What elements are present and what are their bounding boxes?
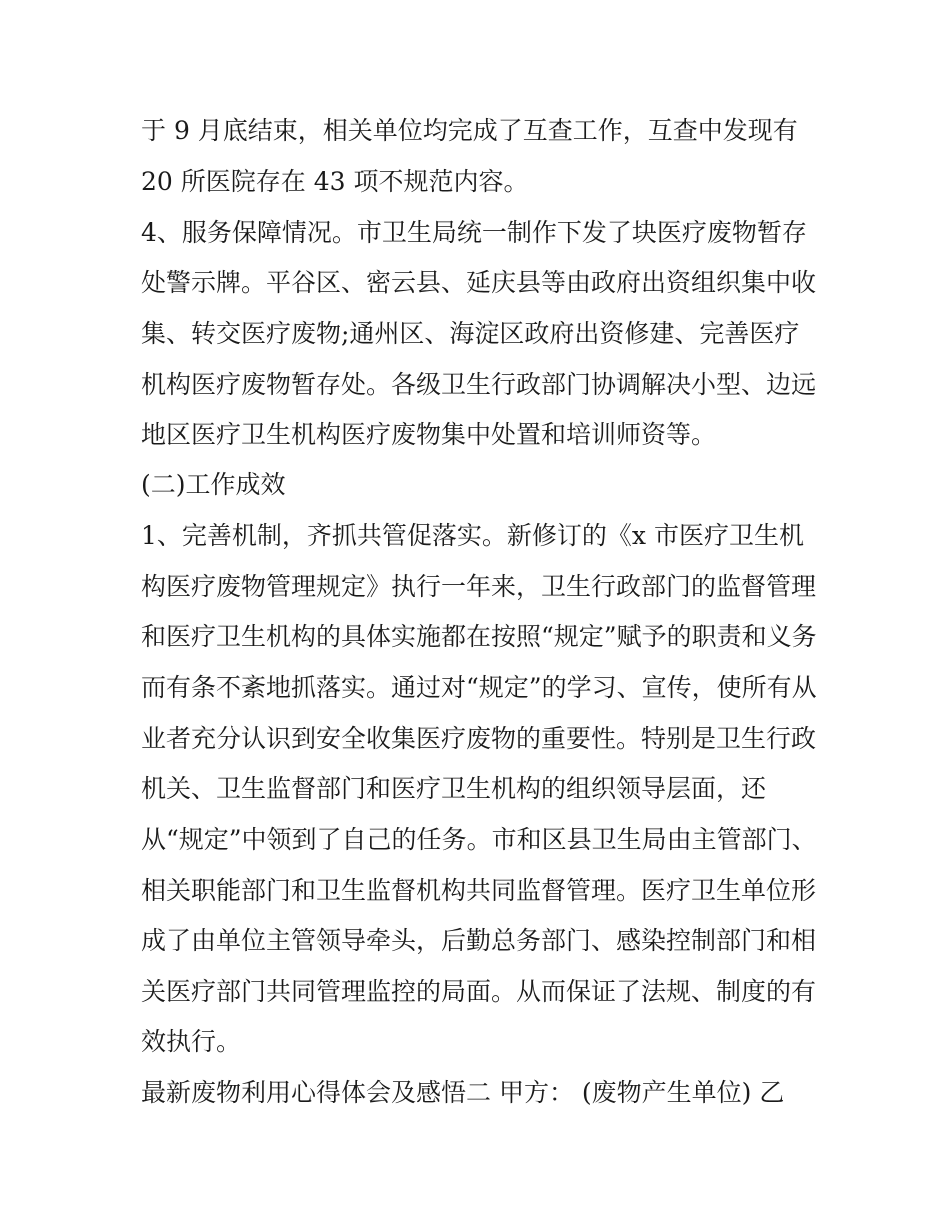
text-line: 关医疗部门共同管理监控的局面。从而保证了法规、制度的有 xyxy=(141,977,817,1006)
text-line: 机关、卫生监督部门和医疗卫生机构的组织领导层面，还 xyxy=(141,774,767,803)
text-line: 20 所医院存在 43 项不规范内容。 xyxy=(141,167,529,196)
text-line: 4、服务保障情况。市卫生局统一制作下发了块医疗废物暂存 xyxy=(141,218,807,247)
text-line: 相关职能部门和卫生监督机构共同监督管理。医疗卫生单位形 xyxy=(141,876,817,905)
text-line: 最新废物利用心得体会及感悟二 甲方： (废物产生单位) 乙 xyxy=(141,1078,785,1107)
text-line: 和医疗卫生机构的具体实施都在按照“规定”赋予的职责和义务 xyxy=(141,622,817,651)
text-line: 成了由单位主管领导牵头，后勤总务部门、感染控制部门和相 xyxy=(141,926,817,955)
section-heading: (二)工作成效 xyxy=(141,470,286,499)
text-line: 集、转交医疗废物;通州区、海淀区政府出资修建、完善医疗 xyxy=(141,319,800,348)
text-line: 于 9 月底结束，相关单位均完成了互查工作，互查中发现有 xyxy=(141,116,798,145)
text-line: 1、完善机制，齐抓共管促落实。新修订的《x 市医疗卫生机 xyxy=(141,521,804,550)
text-line: 构医疗废物管理规定》执行一年来，卫生行政部门的监督管理 xyxy=(141,572,817,601)
text-line: 处警示牌。平谷区、密云县、延庆县等由政府出资组织集中收 xyxy=(141,268,817,297)
text-line: 从“规定”中领到了自己的任务。市和区县卫生局由主管部门、 xyxy=(141,825,817,854)
text-line: 而有条不紊地抓落实。通过对“规定”的学习、宣传，使所有从 xyxy=(141,673,817,702)
text-line: 效执行。 xyxy=(141,1027,242,1056)
text-line: 机构医疗废物暂存处。各级卫生行政部门协调解决小型、边远 xyxy=(141,370,817,399)
text-line: 地区医疗卫生机构医疗废物集中处置和培训师资等。 xyxy=(141,420,717,449)
text-line: 业者充分认识到安全收集医疗废物的重要性。特别是卫生行政 xyxy=(141,724,817,753)
